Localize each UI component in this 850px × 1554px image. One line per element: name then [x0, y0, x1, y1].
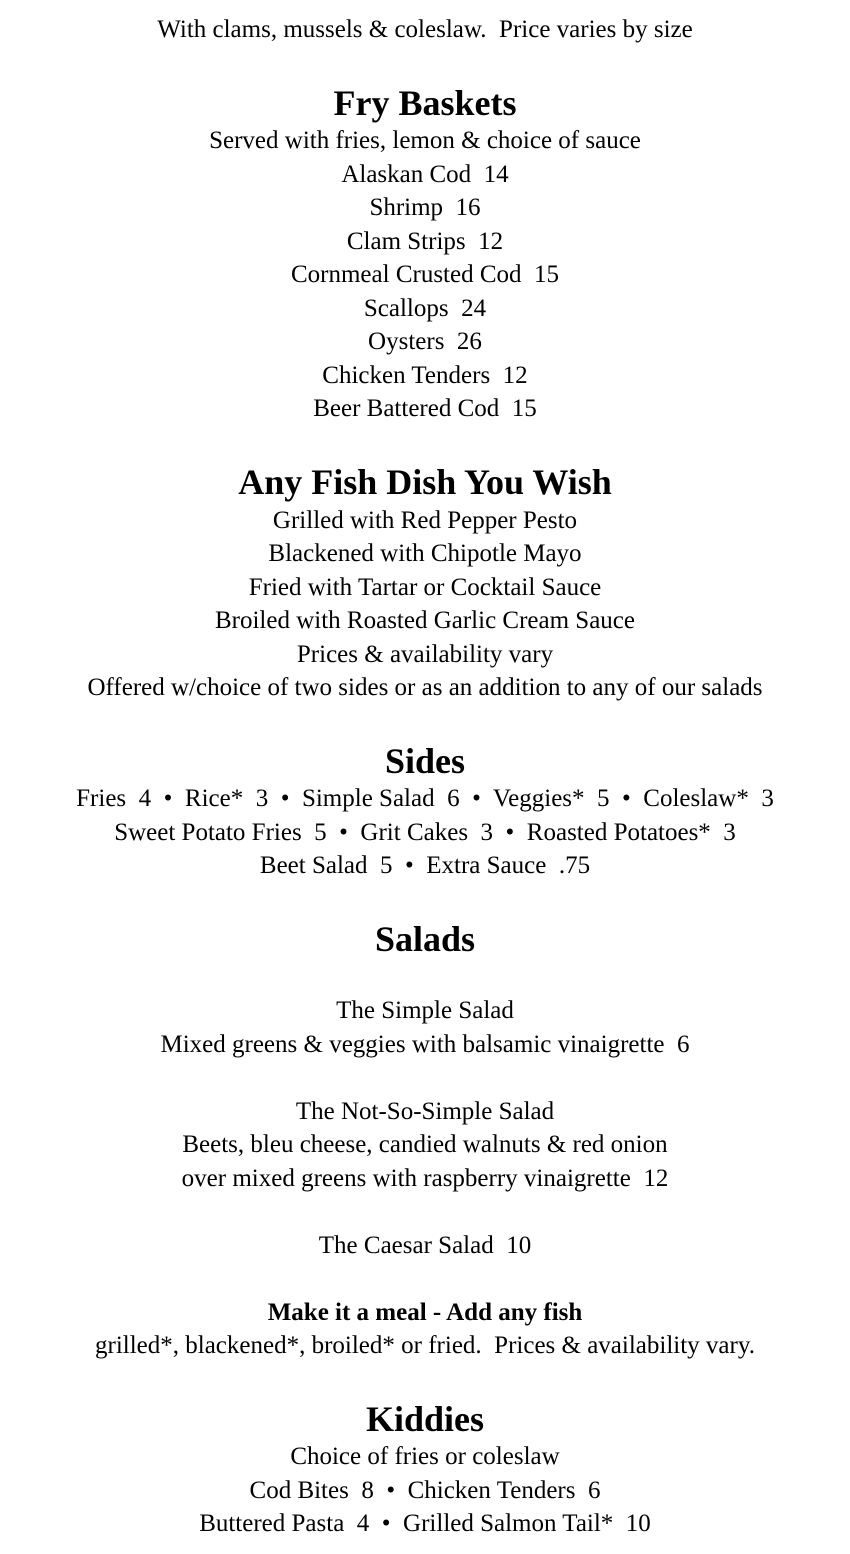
kiddies-subtitle: Choice of fries or coleslaw	[290, 1443, 560, 1470]
any-fish-line: Grilled with Red Pepper Pesto	[272, 507, 578, 534]
sides-line: Fries 4 • Rice* 3 • Simple Salad 6 • Veggies* 5 • Coleslaw* 3	[76, 785, 774, 812]
kiddies-heading: Kiddies	[365, 1399, 485, 1439]
kiddies-line: Cod Bites 8 • Chicken Tenders 6	[249, 1477, 601, 1504]
sides-heading: Sides	[384, 741, 466, 781]
any-fish-line: Broiled with Roasted Garlic Cream Sauce	[214, 607, 636, 634]
make-it-a-meal-description: grilled*, blackened*, broiled* or fried. Prices & availability vary.	[95, 1332, 755, 1359]
sides-line: Sweet Potato Fries 5 • Grit Cakes 3 • Roasted Potatoes* 3	[114, 819, 736, 846]
salad-name: The Simple Salad	[336, 997, 514, 1024]
fry-baskets-subtitle: Served with fries, lemon & choice of sauce	[209, 127, 641, 154]
menu-item: Beer Battered Cod 15	[313, 395, 537, 422]
make-it-a-meal-title: Make it a meal - Add any fish	[267, 1299, 583, 1326]
salad-description: over mixed greens with raspberry vinaigrette 12	[181, 1165, 669, 1192]
salads-heading: Salads	[374, 919, 476, 959]
salad-description: Beets, bleu cheese, candied walnuts & red onion	[182, 1131, 668, 1158]
kiddies-line: Buttered Pasta 4 • Grilled Salmon Tail* 10	[199, 1510, 651, 1537]
any-fish-line: Prices & availability vary	[296, 641, 554, 668]
menu-item: Chicken Tenders 12	[322, 362, 528, 389]
menu-item: Shrimp 16	[369, 194, 481, 221]
fry-baskets-heading: Fry Baskets	[333, 83, 517, 123]
sides-line: Beet Salad 5 • Extra Sauce .75	[259, 852, 591, 879]
menu-item: Clam Strips 12	[346, 228, 504, 255]
menu-item: Oysters 26	[368, 328, 482, 355]
menu-item: Scallops 24	[363, 295, 487, 322]
any-fish-heading: Any Fish Dish You Wish	[238, 462, 612, 502]
menu-item: Cornmeal Crusted Cod 15	[290, 261, 560, 288]
salad-name: The Caesar Salad 10	[318, 1232, 532, 1259]
salad-name: The Not-So-Simple Salad	[295, 1098, 555, 1125]
menu-item: Alaskan Cod 14	[341, 161, 509, 188]
intro-text: With clams, mussels & coleslaw. Price varies by size	[157, 16, 693, 43]
any-fish-line: Blackened with Chipotle Mayo	[268, 540, 582, 567]
any-fish-line: Fried with Tartar or Cocktail Sauce	[248, 574, 602, 601]
any-fish-line: Offered w/choice of two sides or as an addition to any of our salads	[87, 674, 763, 701]
salad-description: Mixed greens & veggies with balsamic vinaigrette 6	[160, 1031, 690, 1058]
